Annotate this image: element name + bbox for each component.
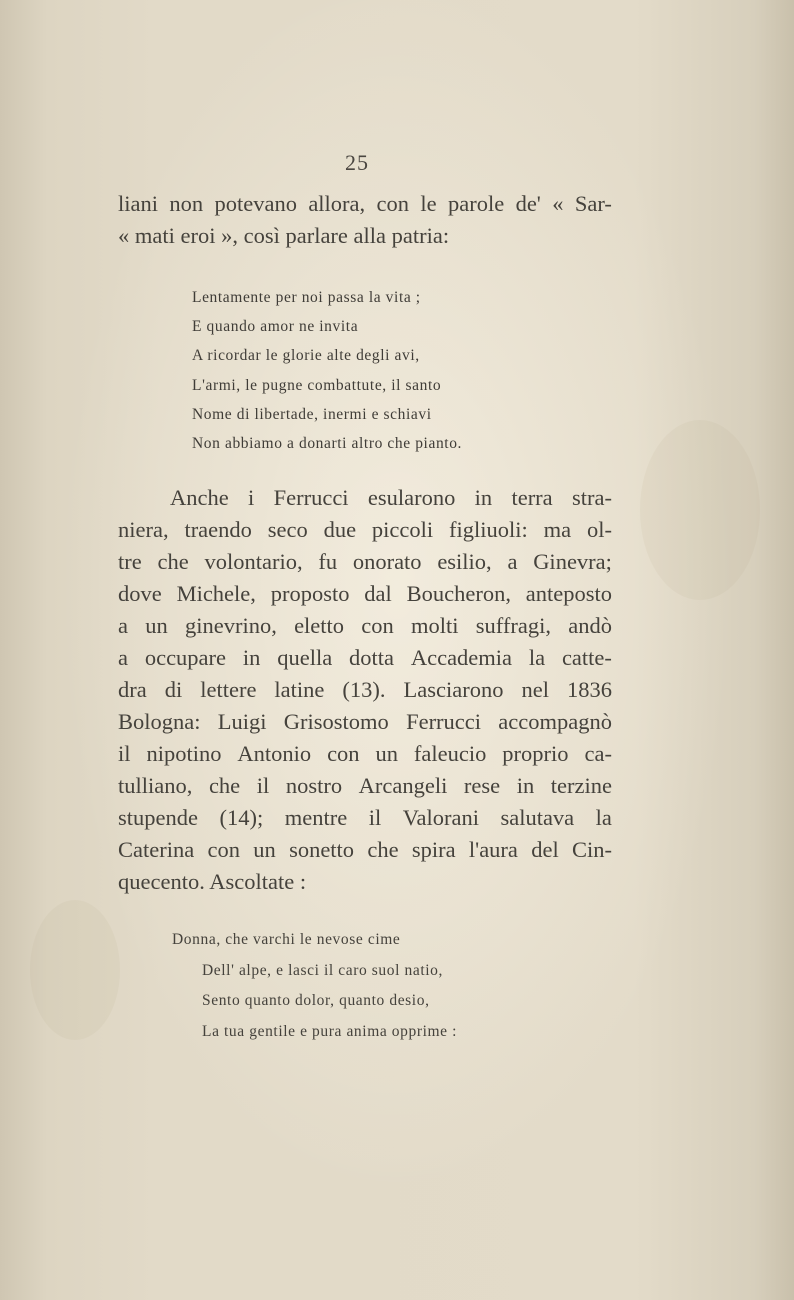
paper-stain: [640, 420, 760, 600]
text-line: quecento. Ascoltate :: [118, 869, 307, 894]
poem-verse: Non abbiamo a donarti altro che pianto.: [192, 434, 463, 452]
text-line: « mati eroi », così parlare alla patria:: [118, 223, 450, 248]
text-line: dra di lettere latine (13). Lasciarono nel 1836: [118, 677, 612, 702]
text-line: liani non potevano allora, con le parole de' « Sar-: [118, 191, 612, 216]
text-line: Caterina con un sonetto che spira l'aura del Cin-: [118, 837, 612, 862]
text-line: a un ginevrino, eletto con molti suffragi, andò: [118, 613, 612, 638]
poem-verse: Nome di libertade, inermi e schiavi: [192, 405, 432, 423]
paragraph-main: [118, 482, 612, 898]
poem-verse: A ricordar le glorie alte degli avi,: [192, 347, 420, 365]
paper-stain: [30, 900, 120, 1040]
text-line: a occupare in quella dotta Accademia la catte-: [118, 645, 612, 670]
poem-quotation: [192, 283, 462, 458]
poem-verse: E quando amor ne invita: [192, 318, 359, 336]
poem-verse: L'armi, le pugne combattute, il santo: [192, 376, 442, 394]
text-line: Anche i Ferrucci esularono in terra stra-: [170, 485, 612, 510]
text-line: dove Michele, proposto dal Boucheron, anteposto: [118, 581, 612, 606]
text-line: stupende (14); mentre il Valorani salutava la: [118, 805, 612, 830]
text-line: il nipotino Antonio con un faleucio proprio ca-: [118, 741, 612, 766]
text-line: niera, traendo seco due piccoli figliuoli: ma ol-: [118, 517, 612, 542]
page-number: 25: [345, 150, 369, 175]
sonnet-verse: Dell' alpe, e lasci il caro suol natio,: [202, 961, 443, 979]
sonnet-verse: Sento quanto dolor, quanto desio,: [202, 992, 430, 1009]
sonnet-quotation: [172, 925, 457, 1047]
sonnet-verse: Donna, che varchi le nevose cime: [172, 931, 401, 948]
sonnet-verse: La tua gentile e pura anima opprime :: [202, 1022, 458, 1040]
text-line: Bologna: Luigi Grisostomo Ferrucci accompagnò: [118, 709, 612, 734]
poem-verse: Lentamente per noi passa la vita ;: [192, 289, 421, 306]
text-line: tre che volontario, fu onorato esilio, a Ginevra;: [118, 549, 612, 574]
paragraph-continuation: [118, 188, 612, 252]
text-line: tulliano, che il nostro Arcangeli rese in terzine: [118, 773, 612, 798]
